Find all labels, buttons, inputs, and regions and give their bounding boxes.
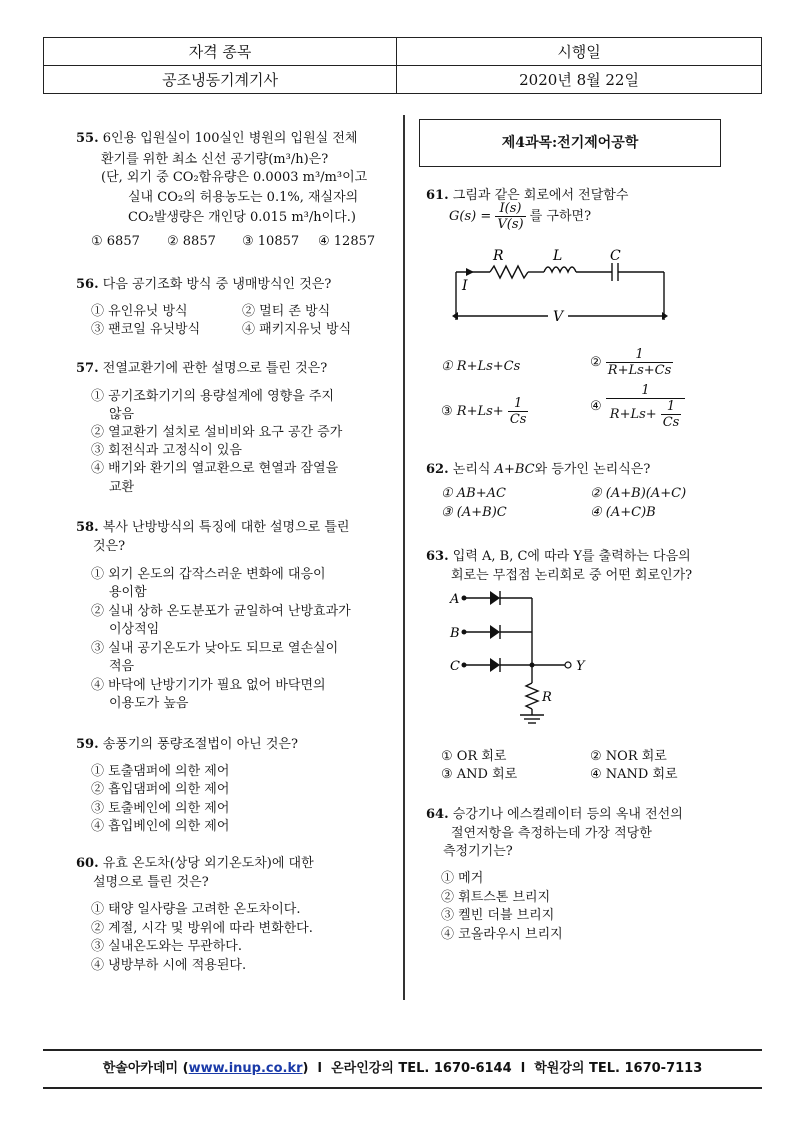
q59-option-2[interactable]: ② 흡입댐퍼에 의한 제어 bbox=[91, 782, 230, 797]
q64-option-3[interactable]: ③ 켈빈 더블 브리지 bbox=[441, 908, 555, 923]
q61-option-3-den: Cs bbox=[509, 412, 527, 427]
q58-option-3[interactable]: ③ 실내 공기온도가 낮아도 되므로 열손실이 bbox=[91, 641, 339, 656]
q57-option-4-cont: 교환 bbox=[109, 480, 135, 495]
q60-option-3[interactable]: ③ 실내온도와는 무관하다. bbox=[91, 939, 242, 954]
header-col1-title: 자격 종목 bbox=[44, 38, 397, 66]
q57-number: 57. bbox=[76, 361, 99, 376]
q61-option-4-den-pre: R+Ls+ bbox=[609, 407, 657, 422]
q61-number: 61. bbox=[426, 188, 449, 203]
q62-number: 62. bbox=[426, 462, 449, 477]
q56-option-3[interactable]: ③ 팬코일 유닛방식 bbox=[91, 322, 201, 337]
diode-b-icon bbox=[490, 625, 500, 639]
circuit-label-l: L bbox=[553, 248, 563, 264]
q61-option-2-den: R+Ls+Cs bbox=[607, 363, 672, 378]
logic-label-b: B bbox=[450, 626, 460, 641]
footer-separator-2: l bbox=[520, 1061, 526, 1076]
q57-text: 전열교환기에 관한 설명으로 틀린 것은? bbox=[102, 361, 328, 376]
q64-option-4[interactable]: ④ 코올라우시 브리지 bbox=[441, 927, 563, 942]
q61-option-3[interactable] bbox=[441, 396, 528, 427]
logic-label-r: R bbox=[542, 690, 552, 705]
q64-text1: 승강기나 에스컬레이터 등의 옥내 전선의 bbox=[452, 807, 683, 822]
q59-option-4[interactable]: ④ 흡입베인에 의한 제어 bbox=[91, 819, 230, 834]
q59-number: 59. bbox=[76, 737, 99, 752]
q61-g-lhs: G(s) = bbox=[449, 209, 492, 224]
q63-number: 63. bbox=[426, 549, 449, 564]
q60-option-1[interactable]: ① 태양 일사량을 고려한 온도차이다. bbox=[91, 902, 301, 917]
q62-expr: A+BC bbox=[494, 462, 535, 477]
q58-option-4[interactable]: ④ 바닥에 난방기기가 필요 없어 바닥면의 bbox=[91, 678, 326, 693]
q61-g-num: I(s) bbox=[495, 201, 525, 217]
footer-offline-tel: 학원강의 TEL. 1670-7113 bbox=[534, 1061, 703, 1076]
q60-text1: 유효 온도차(상당 외기온도차)에 대한 bbox=[102, 856, 314, 871]
q59-option-3[interactable]: ③ 토출베인에 의한 제어 bbox=[91, 801, 230, 816]
logic-label-y: Y bbox=[576, 659, 585, 674]
circuit-label-v: V bbox=[553, 309, 564, 325]
q58-text1: 복사 난방방식의 특징에 대한 설명으로 틀린 bbox=[102, 520, 350, 535]
q57-option-4[interactable]: ④ 배기와 환기의 열교환으로 현열과 잠열을 bbox=[91, 461, 339, 476]
q64-text2: 절연저항을 측정하는데 가장 적당한 bbox=[451, 826, 652, 841]
header-col2-title: 시행일 bbox=[397, 38, 762, 66]
q57-option-3[interactable]: ③ 회전식과 고정식이 있음 bbox=[91, 443, 242, 458]
q61-option-4-num: 1 bbox=[606, 383, 686, 399]
q63-text2: 회로는 무접점 논리회로 중 어떤 회로인가? bbox=[451, 568, 693, 583]
diode-a-icon bbox=[490, 591, 500, 605]
q57-option-1[interactable]: ① 공기조화기기의 용량설계에 영향을 주지 bbox=[91, 389, 335, 404]
q59-option-1[interactable]: ① 토출댐퍼에 의한 제어 bbox=[91, 764, 230, 779]
footer-online-tel: 온라인강의 TEL. 1670-6144 bbox=[331, 1061, 512, 1076]
q64-option-2[interactable]: ② 휘트스톤 브리지 bbox=[441, 890, 551, 905]
q61-option-3-mark: ③ bbox=[441, 404, 453, 419]
q62-text-pre: 논리식 bbox=[452, 462, 491, 477]
q59-text: 송풍기의 풍량조절법이 아닌 것은? bbox=[102, 737, 298, 752]
q56-option-2[interactable]: ② 멀티 존 방식 bbox=[242, 304, 331, 319]
q58-option-1-cont: 용이함 bbox=[109, 585, 147, 600]
q63-option-2[interactable]: ② NOR 회로 bbox=[590, 749, 667, 764]
q61-option-2-mark: ② bbox=[590, 355, 602, 370]
footer-academy: 한솔아카데미 bbox=[102, 1061, 179, 1076]
q63-option-4[interactable]: ④ NAND 회로 bbox=[590, 767, 678, 782]
q63-option-3[interactable]: ③ AND 회로 bbox=[441, 767, 518, 782]
q64-text3: 측정기기는? bbox=[443, 844, 513, 859]
q58-number: 58. bbox=[76, 520, 99, 535]
q55-option-1[interactable]: ① 6857 bbox=[91, 234, 140, 249]
q56-text: 다음 공기조화 방식 중 냉매방식인 것은? bbox=[102, 277, 332, 292]
q61-option-3-pre: R+Ls+ bbox=[456, 404, 504, 419]
q60-option-4[interactable]: ④ 냉방부하 시에 적용된다. bbox=[91, 958, 247, 973]
q62-option-3[interactable]: ③ (A+B)C bbox=[441, 505, 507, 520]
q58-option-2-cont: 이상적임 bbox=[109, 622, 160, 637]
logic-label-c: C bbox=[450, 659, 460, 674]
q58-option-3-cont: 적음 bbox=[109, 659, 135, 674]
q55-option-2[interactable]: ② 8857 bbox=[167, 234, 216, 249]
column-divider bbox=[403, 115, 405, 1000]
q60-text2: 설명으로 틀린 것은? bbox=[93, 875, 209, 890]
q55-note1: (단, 외기 중 CO₂함유량은 0.0003 m³/m³이고 bbox=[101, 170, 368, 185]
q62-option-2[interactable]: ② (A+B)(A+C) bbox=[590, 486, 687, 501]
header-exam-date: 2020년 8월 22일 bbox=[397, 66, 762, 94]
q64-option-1[interactable]: ① 메거 bbox=[441, 871, 484, 886]
circuit-label-r: R bbox=[493, 248, 504, 264]
q61-option-2[interactable] bbox=[590, 347, 673, 378]
q55-text1: 6인용 입원실이 100실인 병원의 입원실 전체 bbox=[102, 131, 358, 146]
circuit-label-c: C bbox=[610, 248, 621, 264]
q55-option-4[interactable]: ④ 12857 bbox=[318, 234, 376, 249]
q58-option-2[interactable]: ② 실내 상하 온도분포가 균일하여 난방효과가 bbox=[91, 604, 351, 619]
q61-option-2-num: 1 bbox=[606, 347, 674, 363]
q62-option-4[interactable]: ④ (A+C)B bbox=[590, 505, 656, 520]
footer-url-link[interactable]: www.inup.co.kr bbox=[188, 1061, 303, 1076]
q61-text: 그림과 같은 회로에서 전달함수 bbox=[452, 188, 629, 203]
q61-g-tail: 를 구하면? bbox=[529, 209, 592, 224]
header-table bbox=[43, 37, 762, 94]
q57-option-2[interactable]: ② 열교환기 설치로 설비비와 요구 공간 증가 bbox=[91, 425, 343, 440]
q56-number: 56. bbox=[76, 277, 99, 292]
circuit-label-i: I bbox=[462, 278, 468, 294]
q61-option-1[interactable]: ① R+Ls+Cs bbox=[441, 359, 521, 374]
q63-option-1[interactable]: ① OR 회로 bbox=[441, 749, 507, 764]
q55-note2: 실내 CO₂의 허용농도는 0.1%, 재실자의 bbox=[128, 190, 359, 205]
rlc-circuit-diagram bbox=[440, 246, 675, 334]
header-exam-name: 공조냉동기계기사 bbox=[44, 66, 397, 94]
q63-text1: 입력 A, B, C에 따라 Y를 출력하는 다음의 bbox=[452, 549, 691, 564]
q55-note3: CO₂발생량은 개인당 0.015 m³/h이다.) bbox=[128, 210, 356, 225]
q58-text2: 것은? bbox=[93, 539, 126, 554]
q61-option-3-num: 1 bbox=[508, 396, 529, 412]
subject-title: 제4과목:전기제어공학 bbox=[419, 119, 721, 167]
logic-label-a: A bbox=[450, 592, 460, 607]
q55-option-3[interactable]: ③ 10857 bbox=[242, 234, 300, 249]
q61-option-4-den-num: 1 bbox=[661, 399, 682, 415]
q56-option-1[interactable]: ① 유인유닛 방식 bbox=[91, 304, 188, 319]
q60-option-2[interactable]: ② 계절, 시각 및 방위에 따라 변화한다. bbox=[91, 921, 313, 936]
q55-number: 55. bbox=[76, 131, 99, 146]
diode-c-icon bbox=[490, 658, 500, 672]
q62-text-post: 와 등가인 논리식은? bbox=[534, 462, 651, 477]
q61-option-4-den-den: Cs bbox=[662, 415, 680, 430]
q58-option-4-cont: 이용도가 높음 bbox=[109, 696, 189, 711]
q55-text2: 환기를 위한 최소 신선 공기량(m³/h)은? bbox=[101, 152, 329, 167]
q56-option-4[interactable]: ④ 패키지유닛 방식 bbox=[242, 322, 352, 337]
q64-number: 64. bbox=[426, 807, 449, 822]
footer-bar: 한솔아카데미 (www.inup.co.kr) l 온라인강의 TEL. 1670-6144 l 학원강의 TEL. 1670-7113 bbox=[43, 1049, 762, 1089]
q61-option-4-mark: ④ bbox=[590, 399, 602, 414]
q57-option-1-cont: 않음 bbox=[109, 407, 135, 422]
q61-option-4[interactable] bbox=[590, 383, 685, 430]
q61-formula bbox=[449, 201, 591, 232]
diode-logic-circuit-diagram bbox=[448, 585, 598, 725]
q60-number: 60. bbox=[76, 856, 99, 871]
q62-option-1[interactable]: ① AB+AC bbox=[441, 486, 506, 501]
footer-separator-1: l bbox=[317, 1061, 323, 1076]
q58-option-1[interactable]: ① 외기 온도의 갑작스러운 변화에 대응이 bbox=[91, 567, 326, 582]
q61-g-den: V(s) bbox=[497, 217, 524, 232]
